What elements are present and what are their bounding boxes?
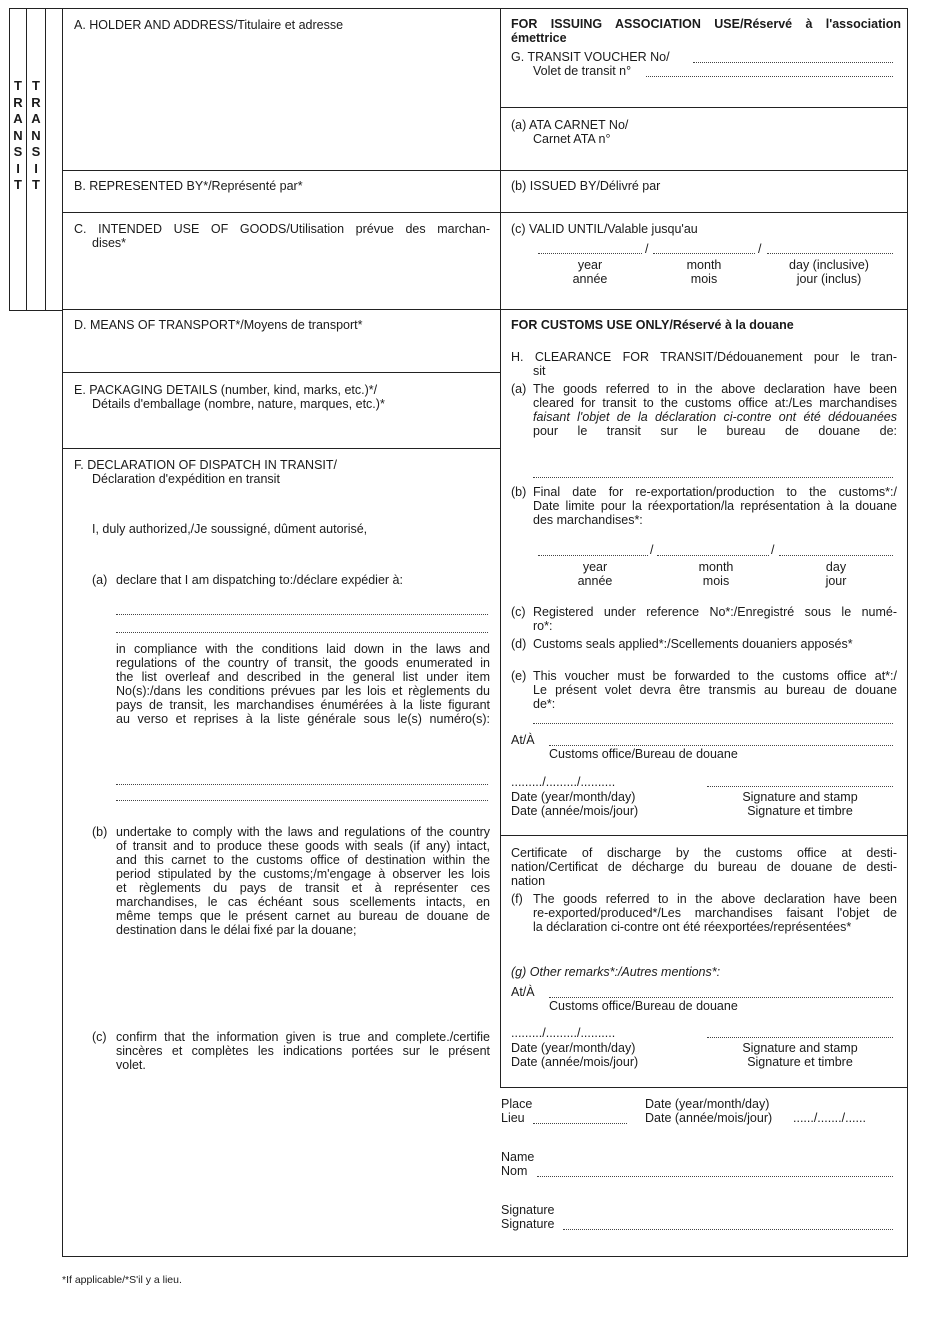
hd-text: [533, 637, 897, 651]
place-date-label-fr: Date (année/mois/jour): [645, 1111, 773, 1125]
signature-stamp-label-fr-1: Signature et timbre: [747, 804, 853, 818]
text-line: marchandises, le cas échéant sous scellements intacts, en: [116, 895, 490, 909]
date-column-caption: year: [582, 560, 608, 574]
ha-text: [533, 382, 897, 438]
customs-office-label-2: Customs office/Bureau de douane: [549, 999, 738, 1013]
section-f-title: F. DECLARATION OF DISPATCH IN TRANSIT/: [74, 458, 337, 472]
row-divider: [62, 212, 908, 213]
text-line: Final date for re-exportation/production to the customs*:/: [533, 485, 897, 499]
text-line: The goods referred to in the above declaration have been: [533, 382, 897, 396]
date-column-caption: month: [698, 560, 734, 574]
row-divider: [62, 170, 908, 171]
valid-until-year[interactable]: [538, 253, 642, 254]
transit-letter: R: [13, 94, 23, 110]
transit-letter: R: [31, 94, 41, 110]
name-label: Name: [501, 1150, 535, 1164]
transit-letter: T: [14, 177, 22, 192]
transit-letter: T: [14, 78, 22, 93]
text-line: sincères et complètes les indications portées sur le présent: [116, 1044, 490, 1058]
issuing-association-header: [511, 17, 901, 45]
date-label-fr-1: Date (année/mois/jour): [511, 804, 639, 818]
text-line: re-exported/produced*/Les marchandises faisant l'objet de: [533, 906, 897, 920]
text-line: au verso et reprises à la liste générale sous le(s) numéro(s):: [116, 712, 490, 726]
date-label-fr-2: Date (année/mois/jour): [511, 1055, 639, 1069]
valid-until-month[interactable]: [653, 253, 755, 254]
text-line: nation/Certificat de décharge du bureau de douane de desti-: [511, 860, 897, 874]
date-fill-2[interactable]: ........./........./..........: [511, 1026, 616, 1040]
row-divider: [62, 309, 908, 310]
forward-office-field[interactable]: [533, 723, 893, 724]
section-c-title: C. INTENDED USE OF GOODS/Utilisation prévue des marchan-: [74, 222, 490, 236]
valid-until-label: (c) VALID UNTIL/Valable jusqu'au: [511, 222, 698, 236]
transit-letter: T: [32, 78, 40, 93]
hc-text: [533, 605, 897, 633]
text-line: la déclaration ci-contre ont été réexportées/représentées*: [533, 920, 852, 934]
text-line: the list overleaf and described in the general list under item: [116, 670, 490, 684]
date-column-caption: day: [825, 560, 847, 574]
side-tab-divider: [26, 8, 27, 311]
customs-use-header: FOR CUSTOMS USE ONLY/Réservé à la douane: [511, 318, 794, 332]
signature-label-fr: Signature: [501, 1217, 555, 1231]
text-line: destination dans le délai fixé par la douane;: [116, 923, 357, 937]
reexport-day[interactable]: [779, 555, 893, 556]
text-line: confirm that the information given is true and complete./certifie: [116, 1030, 490, 1044]
date-fill-1[interactable]: ........./........./..........: [511, 775, 616, 789]
signature-stamp-field-1[interactable]: [707, 786, 893, 787]
customs-office-field[interactable]: [533, 477, 893, 478]
hb-label: (b): [511, 485, 527, 499]
signature-label: Signature: [501, 1203, 555, 1217]
reexported-text: [533, 892, 897, 934]
place-date-label: Date (year/month/day): [645, 1097, 770, 1111]
customs-office-label-1: Customs office/Bureau de douane: [549, 747, 738, 761]
text-line: regulations of the country of transit, the goods enumerated in: [116, 656, 490, 670]
date-column-caption: mois: [690, 272, 718, 286]
row-divider: [500, 835, 908, 836]
text-line: pour le transit sur le bureau de douane de:: [533, 424, 897, 438]
at-label-1: At/À: [511, 733, 535, 747]
row-divider: [62, 448, 500, 449]
transit-vertical-label: [28, 78, 44, 194]
text-line: The goods referred to in the above declaration have been: [533, 892, 897, 906]
row-divider: [62, 372, 500, 373]
transit-voucher-no-label: G. TRANSIT VOUCHER No/: [511, 50, 670, 64]
date-column-caption: année: [577, 574, 613, 588]
name-label-fr: Nom: [501, 1164, 528, 1178]
hb-text: [533, 485, 897, 527]
transit-letter: I: [16, 160, 20, 176]
section-b-title: B. REPRESENTED BY*/Représenté par*: [74, 179, 303, 193]
text-line: of transit and to produce these goods with seals (if any) intact,: [116, 839, 490, 853]
text-line: de*:: [533, 697, 556, 711]
transit-voucher-no-field-2[interactable]: [646, 76, 893, 77]
reexport-year[interactable]: [538, 555, 648, 556]
slash: /: [650, 543, 654, 557]
transit-voucher-no-label-fr: Volet de transit n°: [533, 64, 632, 78]
section-a-title: A. HOLDER AND ADDRESS/Titulaire et adresse: [74, 18, 344, 32]
f-b-label: (b): [92, 825, 108, 839]
f-b-text: [116, 825, 490, 937]
ata-carnet-no-label-fr: Carnet ATA n°: [533, 132, 611, 146]
place-field[interactable]: [533, 1123, 627, 1124]
other-remarks-label: (g) Other remarks*:/Autres mentions*:: [511, 965, 721, 979]
section-f-title-cont: Déclaration d'expédition en transit: [92, 472, 280, 486]
signature-stamp-label-2: Signature and stamp: [742, 1041, 858, 1055]
section-e-title: E. PACKAGING DETAILS (number, kind, marks, etc.)*/: [74, 383, 378, 397]
text-line: ro*:: [533, 619, 553, 633]
text-line: émettrice: [511, 31, 567, 45]
text-line: in compliance with the conditions laid down in the laws and: [116, 642, 490, 656]
date-column-caption: jour: [825, 574, 847, 588]
date-label-en-2: Date (year/month/day): [511, 1041, 636, 1055]
transit-letter: S: [31, 144, 41, 159]
text-line: faisant l'objet de la déclaration ci-contre ont été dédouanées: [533, 410, 897, 424]
destination-line-2[interactable]: [116, 632, 488, 633]
issued-by-label: (b) ISSUED BY/Délivré par: [511, 179, 661, 193]
ata-carnet-no-label: (a) ATA CARNET No/: [511, 118, 629, 132]
side-tab-divider: [45, 8, 46, 311]
text-line: No(s):/dans les conditions prévues par les lois et règlements du: [116, 684, 490, 698]
date-column-caption: année: [572, 272, 608, 286]
place-label: Place: [501, 1097, 533, 1111]
date-column-caption: day (inclusive): [789, 258, 869, 272]
place-label-fr: Lieu: [501, 1111, 525, 1125]
ha-label: (a): [511, 382, 527, 396]
hd-label: (d): [511, 637, 527, 651]
f-c-label: (c): [92, 1030, 107, 1044]
date-column-caption: year: [577, 258, 603, 272]
discharge-certificate-text: [511, 846, 897, 888]
text-line: pays de transit, les marchandises énumérées à la liste figurant: [116, 698, 490, 712]
transit-letter: S: [13, 144, 23, 159]
f-a-label: (a): [92, 573, 108, 587]
place-date-field[interactable]: ....../......./......: [793, 1111, 866, 1125]
text-line: and this carnet to the customs office of destination within the: [116, 853, 490, 867]
he-text: [533, 669, 897, 711]
clearance-title-cont: sit: [533, 364, 546, 378]
hc-label: (c): [511, 605, 526, 619]
transit-letter: N: [31, 127, 41, 143]
text-line: des marchandises*:: [533, 513, 643, 527]
date-column-caption: mois: [702, 574, 730, 588]
transit-voucher-no-field[interactable]: [693, 62, 893, 63]
transit-letter: A: [31, 111, 41, 126]
text-line: Le présent volet devra être transmis au bureau de douane: [533, 683, 897, 697]
f-label: (f): [511, 892, 523, 906]
transit-letter: A: [13, 111, 23, 126]
text-line: period stipulated by the customs;/m'engage à observer les lois: [116, 867, 490, 881]
item-numbers-line-2[interactable]: [116, 800, 488, 801]
signature-stamp-label-fr-2: Signature et timbre: [747, 1055, 853, 1069]
destination-line-1[interactable]: [116, 614, 488, 615]
slash: /: [645, 242, 649, 256]
name-field[interactable]: [537, 1176, 893, 1177]
section-e-title-cont: Détails d'emballage (nombre, nature, marques, etc.)*: [92, 397, 385, 411]
authorized-statement: I, duly authorized,/Je soussigné, dûment autorisé,: [92, 522, 368, 536]
transit-vertical-label: [10, 78, 26, 194]
he-label: (e): [511, 669, 527, 683]
clearance-title: H. CLEARANCE FOR TRANSIT/Dédouanement pour le tran-: [511, 350, 897, 364]
text-line: volet.: [116, 1058, 146, 1072]
item-numbers-line-1[interactable]: [116, 784, 488, 785]
row-divider: [500, 107, 908, 108]
text-line: Certificate of discharge by the customs office at desti-: [511, 846, 897, 860]
text-line: Date limite pour la réexportation/la représentation à la douane: [533, 499, 897, 513]
transit-letter: I: [34, 160, 38, 176]
text-line: Registered under reference No*:/Enregistré sous le numé-: [533, 605, 897, 619]
text-line: This voucher must be forwarded to the customs office at*:/: [533, 669, 897, 683]
transit-letter: T: [32, 177, 40, 192]
f-a-continuation: [116, 642, 490, 726]
valid-until-day[interactable]: [767, 253, 893, 254]
signature-stamp-label-1: Signature and stamp: [742, 790, 858, 804]
date-column-caption: month: [686, 258, 722, 272]
slash: /: [758, 242, 762, 256]
text-line: undertake to comply with the laws and regulations of the country: [116, 825, 490, 839]
date-label-en-1: Date (year/month/day): [511, 790, 636, 804]
slash: /: [771, 543, 775, 557]
text-line: Customs seals applied*:/Scellements douaniers apposés*: [533, 637, 853, 651]
text-line: nation: [511, 874, 546, 888]
section-d-title: D. MEANS OF TRANSPORT*/Moyens de transport*: [74, 318, 363, 332]
date-column-caption: jour (inclus): [796, 272, 862, 286]
f-c-text: [116, 1030, 490, 1072]
text-line: et règlements du pays de transit et à représenter ces: [116, 881, 490, 895]
at-field-1[interactable]: [549, 745, 893, 746]
signature-stamp-field-2[interactable]: [707, 1037, 893, 1038]
text-line: cleared for transit to the customs office at:/Les marchandises: [533, 396, 897, 410]
section-c-title-cont: dises*: [92, 236, 127, 250]
transit-letter: N: [13, 127, 23, 143]
at-label-2: At/À: [511, 985, 535, 999]
text-line: même temps que le présent carnet au bureau de douane de: [116, 909, 490, 923]
f-a-text: declare that I am dispatching to:/déclare expédier à:: [116, 573, 403, 587]
reexport-month[interactable]: [657, 555, 769, 556]
signature-field[interactable]: [563, 1229, 893, 1230]
footnote: *If applicable/*S'il y a lieu.: [62, 1274, 182, 1286]
at-field-2[interactable]: [549, 997, 893, 998]
text-line: FOR ISSUING ASSOCIATION USE/Réservé à l'association: [511, 17, 901, 31]
